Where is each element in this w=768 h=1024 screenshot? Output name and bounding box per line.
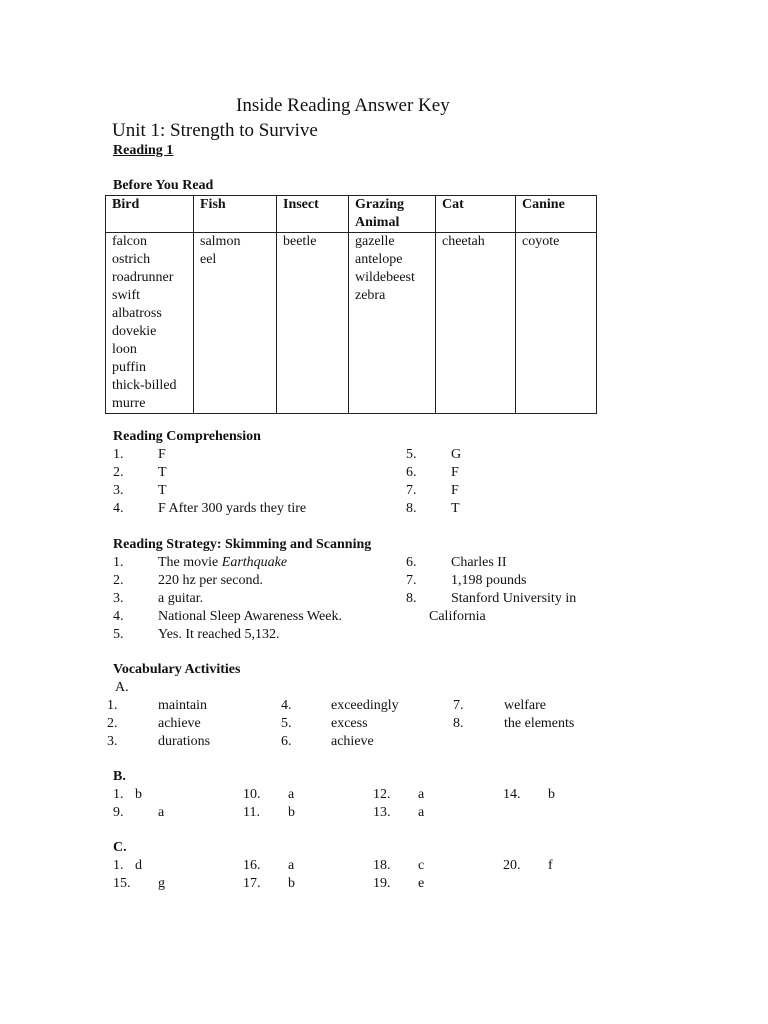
item-answer: g <box>158 876 165 891</box>
item-number: 7. <box>406 573 417 588</box>
table-header-row <box>106 196 597 233</box>
list-item: beetle <box>283 234 317 249</box>
item-answer: National Sleep Awareness Week. <box>158 609 342 624</box>
item-number: 4. <box>281 698 292 713</box>
item-answer: a <box>418 805 425 820</box>
item-answer: a <box>288 787 295 802</box>
item-number: 10. <box>243 787 261 802</box>
item-answer: excess <box>331 716 368 731</box>
movie-title: Earthquake <box>221 555 288 570</box>
strategy-heading: Reading Strategy: Skimming and Scanning <box>113 537 372 552</box>
item-number: 18. <box>373 858 391 873</box>
item-number: 1. <box>113 555 124 570</box>
item-answer: c <box>418 858 425 873</box>
comprehension-heading: Reading Comprehension <box>113 429 261 444</box>
document-title: Inside Reading Answer Key <box>236 95 450 116</box>
item-number: 7. <box>406 483 417 498</box>
item-answer: G <box>451 447 462 462</box>
item-answer: b <box>288 805 295 820</box>
list-item: murre <box>112 396 146 411</box>
item-number: 9. <box>113 805 124 820</box>
item-answer: a <box>158 805 165 820</box>
item-number: 12. <box>373 787 391 802</box>
table-row <box>106 233 597 414</box>
item-number: 1. <box>113 787 124 802</box>
list-item: ostrich <box>112 252 151 267</box>
list-item: zebra <box>355 288 386 303</box>
item-number: 2. <box>107 716 118 731</box>
item-answer: 1,198 pounds <box>451 573 527 588</box>
item-number: 19. <box>373 876 391 891</box>
item-number: 5. <box>281 716 292 731</box>
table-header-cell: Insect <box>277 196 349 233</box>
item-number: 5. <box>113 627 124 642</box>
list-item: puffin <box>112 360 146 375</box>
table-header-cell: Grazing Animal <box>349 196 436 233</box>
item-answer: F <box>451 483 459 498</box>
list-item: gazelle <box>355 234 395 249</box>
item-number: 3. <box>107 734 118 749</box>
vocab-heading: Vocabulary Activities <box>113 662 241 677</box>
item-answer: welfare <box>504 698 546 713</box>
item-number: 2. <box>113 465 124 480</box>
list-item: swift <box>112 288 140 303</box>
list-item: salmon <box>200 234 241 249</box>
before-you-read-heading: Before You Read <box>113 178 214 193</box>
list-item: albatross <box>112 306 162 321</box>
item-number: 8. <box>406 591 417 606</box>
list-item: antelope <box>355 252 403 267</box>
item-answer: durations <box>158 734 211 749</box>
table-cell-bird <box>106 233 194 414</box>
item-number: 1. <box>107 698 118 713</box>
list-item: thick-billed <box>112 378 177 393</box>
item-answer: f <box>548 858 553 873</box>
item-answer: T <box>158 483 167 498</box>
table-cell-cat <box>436 233 516 414</box>
reading-title: Reading 1 <box>113 143 174 158</box>
table-header-cell: Cat <box>436 196 516 233</box>
item-answer: Charles II <box>451 555 507 570</box>
item-answer: b <box>548 787 555 802</box>
item-number: 15. <box>113 876 131 891</box>
item-answer: e <box>418 876 425 891</box>
item-number: 14. <box>503 787 521 802</box>
item-answer: a <box>288 858 295 873</box>
item-answer: d <box>135 858 142 873</box>
item-answer: the elements <box>504 716 575 731</box>
unit-title: Unit 1: Strength to Survive <box>112 120 318 141</box>
item-number: 8. <box>406 501 417 516</box>
list-item: loon <box>112 342 137 357</box>
item-answer: b <box>135 787 142 802</box>
item-number: 20. <box>503 858 521 873</box>
item-answer: achieve <box>158 716 201 731</box>
table-cell-canine <box>516 233 597 414</box>
before-you-read-table <box>105 195 597 414</box>
item-number: 4. <box>113 609 124 624</box>
list-item: eel <box>200 252 217 267</box>
vocab-section-b-label: B. <box>113 769 126 784</box>
item-number: 17. <box>243 876 261 891</box>
list-item: roadrunner <box>112 270 174 285</box>
item-answer: a <box>418 787 425 802</box>
item-number: 11. <box>243 805 260 820</box>
table-cell-fish <box>194 233 277 414</box>
list-item: wildebeest <box>355 270 415 285</box>
item-answer: b <box>288 876 295 891</box>
list-item: coyote <box>522 234 560 249</box>
vocab-section-a-label: A. <box>115 680 129 695</box>
item-number: 6. <box>281 734 292 749</box>
list-item: cheetah <box>442 234 485 249</box>
item-answer: F <box>158 447 166 462</box>
item-answer-continuation: California <box>429 609 486 624</box>
item-answer <box>158 554 287 572</box>
item-answer: F After 300 yards they tire <box>158 501 307 516</box>
table-cell-grazing-animal <box>349 233 436 414</box>
item-answer: 220 hz per second. <box>158 573 263 588</box>
item-answer: T <box>451 501 460 516</box>
vocab-section-c-label: C. <box>113 840 127 855</box>
table-header-cell: Fish <box>194 196 277 233</box>
item-answer: a guitar. <box>158 591 204 606</box>
item-number: 8. <box>453 716 464 731</box>
item-answer: maintain <box>158 698 207 713</box>
item-answer: achieve <box>331 734 374 749</box>
answer-text: The movie <box>158 555 222 570</box>
table-cell-insect <box>277 233 349 414</box>
item-number: 3. <box>113 483 124 498</box>
item-number: 7. <box>453 698 464 713</box>
table-header-cell: Bird <box>106 196 194 233</box>
item-answer: Yes. It reached 5,132. <box>158 627 280 642</box>
item-number: 3. <box>113 591 124 606</box>
item-answer: T <box>158 465 167 480</box>
item-number: 1. <box>113 858 124 873</box>
item-number: 6. <box>406 555 417 570</box>
list-item: falcon <box>112 234 147 249</box>
item-number: 4. <box>113 501 124 516</box>
list-item: dovekie <box>112 324 157 339</box>
item-answer: exceedingly <box>331 698 399 713</box>
item-number: 13. <box>373 805 391 820</box>
item-answer: F <box>451 465 459 480</box>
item-number: 6. <box>406 465 417 480</box>
item-number: 1. <box>113 447 124 462</box>
item-number: 16. <box>243 858 261 873</box>
item-number: 2. <box>113 573 124 588</box>
item-answer: Stanford University in <box>451 591 577 606</box>
item-number: 5. <box>406 447 417 462</box>
table-header-cell: Canine <box>516 196 597 233</box>
